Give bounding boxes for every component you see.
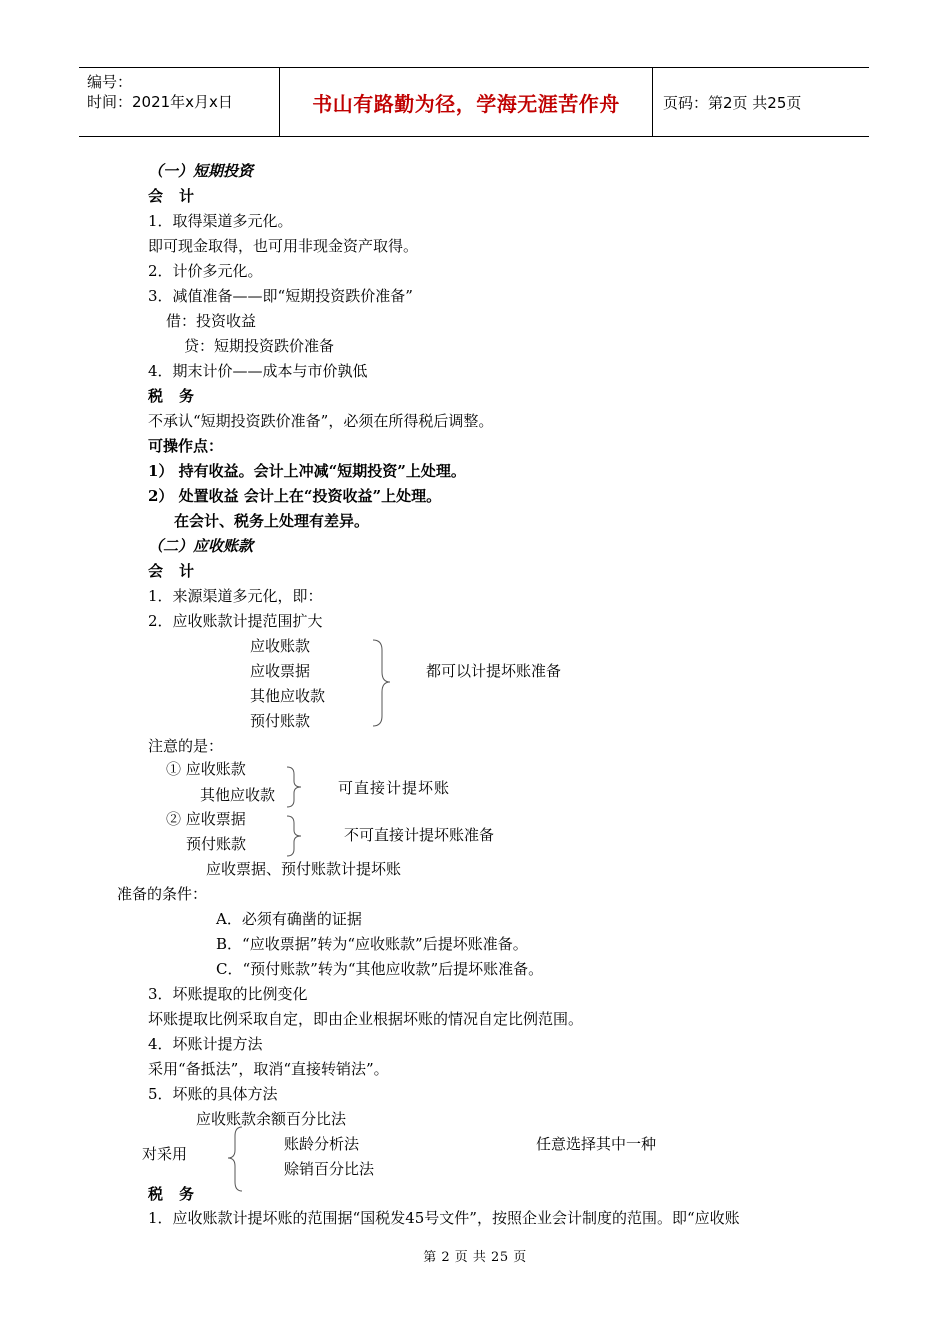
text-line: 注意的是： (148, 737, 224, 755)
text-line: 3．减值准备——即“短期投资跌价准备” (148, 287, 413, 305)
page-number-label: 页码：第2页 共25页 (663, 93, 802, 112)
list-item: 账龄分析法 (284, 1135, 360, 1153)
text-line: 5．坏账的具体方法 (148, 1085, 278, 1103)
list-item: 应收账款余额百分比法 (196, 1110, 347, 1128)
section-title: （二）应收账款 (148, 537, 254, 555)
text-line: 4．期末计价——成本与市价孰低 (148, 362, 368, 380)
brace-note: 都可以计提坏账准备 (426, 662, 562, 680)
text-line: 应收票据、预付账款计提坏账 (206, 860, 402, 878)
text-line: 对采用 (142, 1145, 188, 1163)
text-line: 即可现金取得，也可用非现金资产取得。 (148, 237, 419, 255)
text-line: 采用“备抵法”，取消“直接转销法”。 (148, 1060, 389, 1078)
text-line: 1） 持有收益。会计上冲减“短期投资”上处理。 (148, 462, 466, 480)
right-brace (284, 815, 306, 857)
list-item: 应收账款 (250, 637, 311, 655)
text-line: 1．来源渠道多元化，即： (148, 587, 323, 605)
text-line: 可操作点： (148, 437, 224, 455)
page-header (79, 67, 869, 137)
left-brace (226, 1126, 246, 1192)
text-line: 3．坏账提取的比例变化 (148, 985, 308, 1003)
text-line: 2．应收账款计提范围扩大 (148, 612, 323, 630)
text-line: 2） 处置收益 会计上在“投资收益”上处理。 (148, 487, 442, 505)
list-item: 其他应收款 (200, 786, 276, 804)
list-item: ② 应收票据 (166, 810, 246, 828)
list-item: 赊销百分比法 (284, 1160, 375, 1178)
text-line: 任意选择其中一种 (536, 1135, 657, 1153)
list-item: A．必须有确凿的证据 (216, 910, 362, 928)
subheading-tax: 税务 (148, 1185, 211, 1203)
right-brace (284, 766, 306, 808)
list-item: 预付账款 (250, 712, 311, 730)
subheading-tax: 税务 (148, 387, 211, 405)
time-label: 时间：2021年x月x日 (87, 93, 233, 111)
text-line: 1．取得渠道多元化。 (148, 212, 293, 230)
list-item: 其他应收款 (250, 687, 326, 705)
number-label: 编号： (87, 73, 133, 91)
text-line: 准备的条件： (117, 885, 208, 903)
section-title: （一）短期投资 (148, 162, 254, 180)
motto: 书山有路勤为径，学海无涯苦作舟 (312, 91, 620, 116)
subheading-accounting: 会计 (148, 187, 211, 205)
footer-page-number: 第 2 页 共 25 页 (423, 1250, 527, 1265)
page-footer (0, 1246, 950, 1265)
right-brace (370, 638, 394, 728)
brace-note: 可直接计提坏账 (338, 779, 451, 797)
list-item: B．“应收票据”转为“应收账款”后提坏账准备。 (216, 935, 528, 953)
header-divider (652, 68, 653, 136)
list-item: C．“预付账款”转为“其他应收款”后提坏账准备。 (216, 960, 544, 978)
header-meta (87, 72, 233, 112)
text-line: 不承认“短期投资跌价准备”，必须在所得税后调整。 (148, 412, 494, 430)
text-line: 4．坏账计提方法 (148, 1035, 263, 1053)
text-line: 1．应收账款计提坏账的范围据“国税发45号文件”，按照企业会计制度的范围。即“应收账 (148, 1209, 740, 1227)
subheading-accounting: 会计 (148, 562, 211, 580)
list-item: ① 应收账款 (166, 760, 246, 778)
text-line: 坏账提取比例采取自定，即由企业根据坏账的情况自定比例范围。 (148, 1010, 584, 1028)
text-line: 借：投资收益 (166, 312, 257, 330)
text-line: 2．计价多元化。 (148, 262, 263, 280)
text-line: 贷：短期投资跌价准备 (184, 337, 335, 355)
list-item: 预付账款 (186, 835, 247, 853)
brace-note: 不可直接计提坏账准备 (344, 826, 495, 844)
list-item: 应收票据 (250, 662, 311, 680)
text-line: 在会计、税务上处理有差异。 (174, 512, 370, 530)
